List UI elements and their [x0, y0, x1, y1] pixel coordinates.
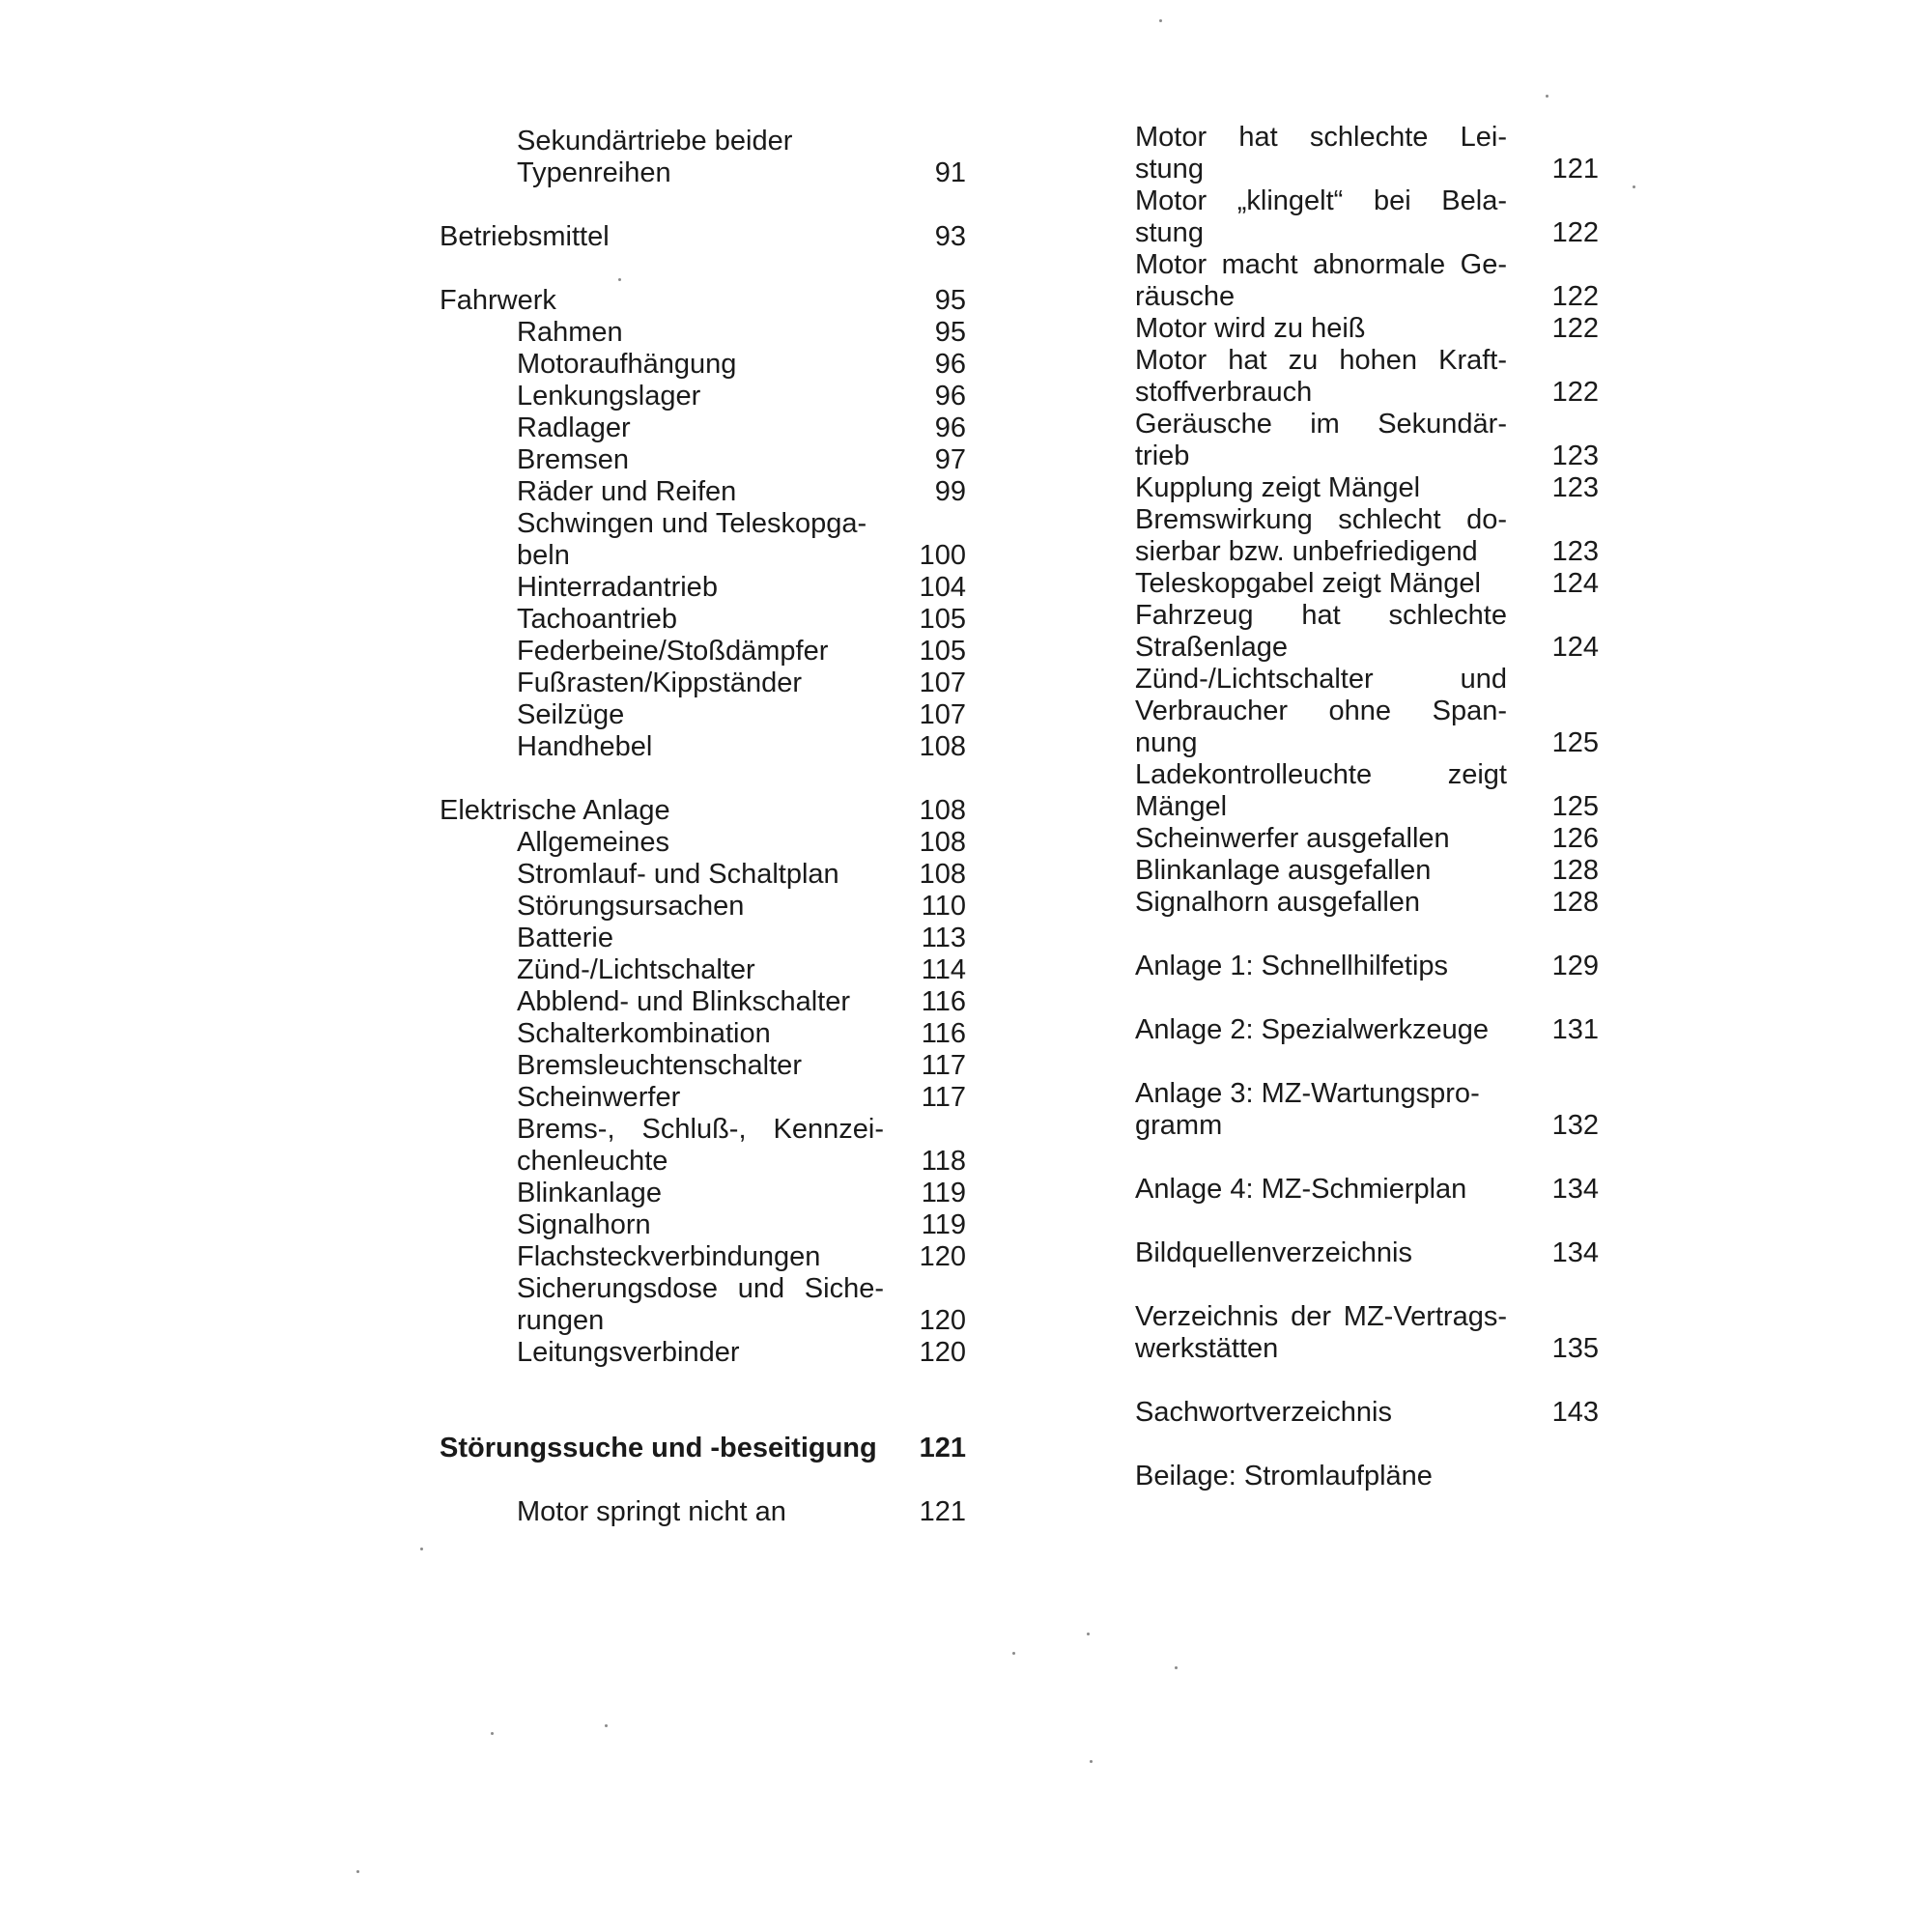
toc-page-number: 134 — [1551, 1237, 1599, 1268]
toc-entry-text: stung — [1135, 217, 1204, 248]
toc-entry — [440, 986, 966, 1018]
toc-page-number: 143 — [1551, 1397, 1599, 1428]
toc-entry — [1135, 504, 1599, 568]
toc-entry-text: Fahrzeug hat schlechte — [1135, 600, 1507, 631]
toc-entry-text: Zünd-/Lichtschalter und — [1135, 664, 1507, 695]
toc-entry-text: Ladekontrolleuchte zeigt — [1135, 759, 1507, 790]
scan-speck — [1012, 1652, 1015, 1655]
toc-entry-text: Brems-, Schluß-, Kennzei- — [517, 1114, 884, 1145]
toc-entry-text: Leitungsverbinder — [517, 1337, 740, 1368]
toc-page-number: 121 — [1551, 154, 1599, 185]
toc-page-number: 107 — [919, 668, 966, 698]
toc-entry-text: Sicherungsdose und Siche- — [517, 1273, 884, 1304]
toc-entry — [440, 381, 966, 412]
toc-entry-text: werkstätten — [1135, 1333, 1279, 1364]
toc-entry — [1135, 887, 1599, 919]
toc-page-number: 108 — [919, 795, 966, 826]
toc-entry-text: Blinkanlage ausgefallen — [1135, 855, 1432, 886]
toc-entry-text: Rahmen — [517, 317, 623, 348]
toc-page-number: 110 — [921, 891, 966, 922]
toc-entry-text: Teleskopgabel zeigt Mängel — [1135, 568, 1481, 599]
toc-section-heading — [1135, 1461, 1599, 1492]
toc-page-number: 114 — [921, 954, 966, 985]
toc-entry — [440, 604, 966, 636]
toc-entry-text: Lenkungslager — [517, 381, 701, 412]
toc-page-number: 123 — [1551, 536, 1599, 567]
toc-entry-text: Verzeichnis der MZ-Vertrags- — [1135, 1301, 1507, 1332]
toc-page-number: 117 — [921, 1082, 966, 1113]
toc-page-number: 99 — [934, 476, 966, 507]
toc-page-number: 95 — [934, 317, 966, 348]
toc-page-number: 105 — [919, 604, 966, 635]
toc-entry-text: Bremsleuchtenschalter — [517, 1050, 802, 1081]
toc-entry — [440, 827, 966, 859]
scan-speck — [356, 1870, 359, 1873]
toc-entry-text: Motor hat zu hohen Kraft- — [1135, 345, 1507, 376]
toc-left-column — [440, 126, 966, 1528]
toc-page-number: 113 — [921, 923, 966, 953]
scan-speck — [1087, 1633, 1090, 1635]
toc-entry — [440, 731, 966, 763]
toc-section-heading — [440, 1433, 966, 1464]
toc-entry-text: Signalhorn ausgefallen — [1135, 887, 1421, 918]
toc-entry — [440, 699, 966, 731]
toc-section-heading — [1135, 1014, 1599, 1046]
toc-entry — [440, 444, 966, 476]
toc-entry-text: Hinterradantrieb — [517, 572, 718, 603]
toc-section-heading — [1135, 1174, 1599, 1206]
toc-entry-text: Typenreihen — [517, 157, 671, 188]
toc-page-number: 100 — [919, 540, 966, 571]
toc-entry-text: Betriebsmittel — [440, 221, 610, 252]
toc-entry-text: Stromlauf- und Schaltplan — [517, 859, 839, 890]
scan-speck — [491, 1732, 494, 1735]
toc-entry-text: Fahrwerk — [440, 285, 556, 316]
toc-page-number: 108 — [919, 859, 966, 890]
toc-page-number: 96 — [934, 381, 966, 412]
toc-entry-text: Scheinwerfer — [517, 1082, 681, 1113]
toc-entry — [440, 1241, 966, 1273]
toc-entry-text: Federbeine/Stoßdämpfer — [517, 636, 829, 667]
toc-entry — [440, 1050, 966, 1082]
toc-entry-text: beln — [517, 540, 570, 571]
toc-entry-text: Signalhorn — [517, 1209, 651, 1240]
toc-entry — [440, 508, 966, 572]
toc-entry-text: Schalterkombination — [517, 1018, 771, 1049]
toc-section-heading — [440, 221, 966, 253]
toc-page-number: 123 — [1551, 440, 1599, 471]
toc-entry-text: Blinkanlage — [517, 1178, 662, 1208]
toc-entry — [440, 412, 966, 444]
toc-entry-text: Elektrische Anlage — [440, 795, 670, 826]
toc-page-number: 124 — [1551, 568, 1599, 599]
toc-page-number: 104 — [919, 572, 966, 603]
toc-entry-text: Verbraucher ohne Span- — [1135, 696, 1507, 726]
toc-page-number: 125 — [1551, 727, 1599, 758]
toc-entry-text: Motor springt nicht an — [517, 1496, 786, 1527]
toc-page-number: 96 — [934, 412, 966, 443]
toc-section-heading — [1135, 1237, 1599, 1269]
toc-entry — [440, 1273, 966, 1337]
toc-entry-text: Motor hat schlechte Lei- — [1135, 122, 1507, 153]
scan-speck — [420, 1548, 423, 1550]
toc-page-number: 129 — [1551, 951, 1599, 981]
toc-entry-text: Mängel — [1135, 791, 1228, 822]
toc-entry — [1135, 823, 1599, 855]
toc-entry-text: Bildquellenverzeichnis — [1135, 1237, 1412, 1268]
toc-page-number: 131 — [1551, 1014, 1599, 1045]
toc-page-number: 125 — [1551, 791, 1599, 822]
toc-entry-text: Bremsen — [517, 444, 630, 475]
toc-entry-text: rungen — [517, 1305, 605, 1336]
toc-entry-text: Zünd-/Lichtschalter — [517, 954, 755, 985]
toc-entry-text: Anlage 4: MZ-Schmierplan — [1135, 1174, 1467, 1205]
toc-page-number: 122 — [1551, 377, 1599, 408]
toc-entry-text: Sachwortverzeichnis — [1135, 1397, 1392, 1428]
scan-speck — [1546, 95, 1548, 98]
toc-entry-text: Räder und Reifen — [517, 476, 737, 507]
toc-entry-text: Radlager — [517, 412, 631, 443]
toc-entry — [1135, 122, 1599, 185]
toc-entry-text: nung — [1135, 727, 1198, 758]
toc-entry — [1135, 409, 1599, 472]
toc-entry — [440, 668, 966, 699]
toc-entry-text: Seilzüge — [517, 699, 625, 730]
toc-page-number: 121 — [919, 1496, 966, 1527]
toc-section-heading — [1135, 1301, 1599, 1365]
toc-page-number: 122 — [1551, 217, 1599, 248]
toc-section-heading — [1135, 1397, 1599, 1429]
toc-page-number: 116 — [921, 986, 966, 1017]
toc-entry — [1135, 600, 1599, 664]
toc-page-number: 128 — [1551, 855, 1599, 886]
toc-entry — [440, 476, 966, 508]
toc-page-number: 122 — [1551, 313, 1599, 344]
toc-page-number: 91 — [934, 157, 966, 188]
toc-page-number: 120 — [919, 1241, 966, 1272]
toc-page-number: 119 — [921, 1209, 966, 1240]
toc-page-number: 118 — [921, 1146, 966, 1177]
toc-entry — [440, 1209, 966, 1241]
toc-entry — [440, 1178, 966, 1209]
toc-entry-text: Abblend- und Blinkschalter — [517, 986, 850, 1017]
toc-entry — [440, 1114, 966, 1178]
toc-entry-text: Tachoantrieb — [517, 604, 678, 635]
toc-page-number: 119 — [921, 1178, 966, 1208]
toc-entry-text: Schwingen und Teleskopga- — [517, 508, 867, 539]
toc-page-number: 108 — [919, 731, 966, 762]
toc-entry — [440, 636, 966, 668]
toc-entry-text: Anlage 1: Schnellhilfetips — [1135, 951, 1449, 981]
toc-entry — [1135, 568, 1599, 600]
toc-page-number: 126 — [1551, 823, 1599, 854]
scan-speck — [1090, 1760, 1093, 1763]
toc-entry-text: stung — [1135, 154, 1204, 185]
toc-entry-text: Batterie — [517, 923, 613, 953]
toc-entry-text: Motor „klingelt“ bei Bela- — [1135, 185, 1507, 216]
toc-page-number: 120 — [919, 1337, 966, 1368]
toc-entry — [1135, 664, 1599, 759]
toc-page-number: 122 — [1551, 281, 1599, 312]
toc-entry-text: Anlage 3: MZ-Wartungspro- — [1135, 1078, 1480, 1109]
toc-entry — [440, 891, 966, 923]
toc-entry — [1135, 313, 1599, 345]
toc-entry — [440, 572, 966, 604]
toc-page-number: 116 — [921, 1018, 966, 1049]
toc-entry-text: sierbar bzw. unbefriedigend — [1135, 536, 1478, 567]
toc-entry — [1135, 855, 1599, 887]
toc-entry-text: Sekundärtriebe beider — [517, 126, 793, 156]
toc-page-number: 107 — [919, 699, 966, 730]
toc-entry-text: räusche — [1135, 281, 1236, 312]
toc-entry — [1135, 249, 1599, 313]
toc-page-number: 97 — [934, 444, 966, 475]
toc-entry — [440, 1337, 966, 1369]
toc-entry-text: stoffverbrauch — [1135, 377, 1313, 408]
toc-entry — [440, 923, 966, 954]
scan-speck — [605, 1724, 608, 1727]
toc-entry-text: Straßenlage — [1135, 632, 1288, 663]
toc-entry-text: trieb — [1135, 440, 1190, 471]
toc-entry — [440, 954, 966, 986]
toc-entry — [440, 126, 966, 189]
toc-entry — [1135, 759, 1599, 823]
toc-entry — [440, 349, 966, 381]
toc-entry-text: Beilage: Stromlaufpläne — [1135, 1461, 1433, 1492]
toc-entry-text: Scheinwerfer ausgefallen — [1135, 823, 1450, 854]
scan-speck — [1159, 19, 1162, 22]
toc-page-number: 134 — [1551, 1174, 1599, 1205]
toc-entry-text: Allgemeines — [517, 827, 669, 858]
toc-entry-text: Störungssuche und -beseitigung — [440, 1433, 877, 1463]
scan-speck — [618, 278, 621, 281]
toc-page-number: 121 — [919, 1433, 966, 1463]
toc-page-number: 117 — [921, 1050, 966, 1081]
toc-section-heading — [440, 285, 966, 317]
toc-page-number: 108 — [919, 827, 966, 858]
toc-entry-text: Kupplung zeigt Mängel — [1135, 472, 1421, 503]
toc-section-heading — [1135, 951, 1599, 982]
toc-right-column — [1135, 122, 1599, 1492]
toc-entry-text: Motor wird zu heiß — [1135, 313, 1366, 344]
toc-entry — [1135, 345, 1599, 409]
toc-page-number: 124 — [1551, 632, 1599, 663]
toc-entry-text: chenleuchte — [517, 1146, 668, 1177]
toc-entry-text: Handhebel — [517, 731, 653, 762]
scan-speck — [1633, 185, 1635, 188]
toc-entry-text: Bremswirkung schlecht do- — [1135, 504, 1507, 535]
toc-entry — [440, 317, 966, 349]
toc-page-number: 128 — [1551, 887, 1599, 918]
toc-entry-text: Fußrasten/Kippständer — [517, 668, 802, 698]
toc-entry — [440, 1496, 966, 1528]
toc-page-number: 95 — [934, 285, 966, 316]
toc-entry-text: Motoraufhängung — [517, 349, 737, 380]
toc-entry-text: Geräusche im Sekundär- — [1135, 409, 1507, 440]
toc-page-number: 120 — [919, 1305, 966, 1336]
toc-page-number: 93 — [934, 221, 966, 252]
toc-entry — [1135, 185, 1599, 249]
toc-page-number: 105 — [919, 636, 966, 667]
toc-section-heading — [1135, 1078, 1599, 1142]
scan-speck — [1175, 1666, 1178, 1669]
toc-entry-text: Anlage 2: Spezialwerkzeuge — [1135, 1014, 1489, 1045]
toc-page-number: 135 — [1551, 1333, 1599, 1364]
toc-entry — [440, 1082, 966, 1114]
toc-entry-text: gramm — [1135, 1110, 1223, 1141]
toc-entry-text: Motor macht abnormale Ge- — [1135, 249, 1507, 280]
toc-entry — [440, 1018, 966, 1050]
toc-entry-text: Störungsursachen — [517, 891, 745, 922]
toc-page-number: 132 — [1551, 1110, 1599, 1141]
toc-entry — [1135, 472, 1599, 504]
toc-section-heading — [440, 795, 966, 827]
toc-entry — [440, 859, 966, 891]
toc-page-number: 123 — [1551, 472, 1599, 503]
toc-page-number: 96 — [934, 349, 966, 380]
toc-entry-text: Flachsteckverbindungen — [517, 1241, 821, 1272]
